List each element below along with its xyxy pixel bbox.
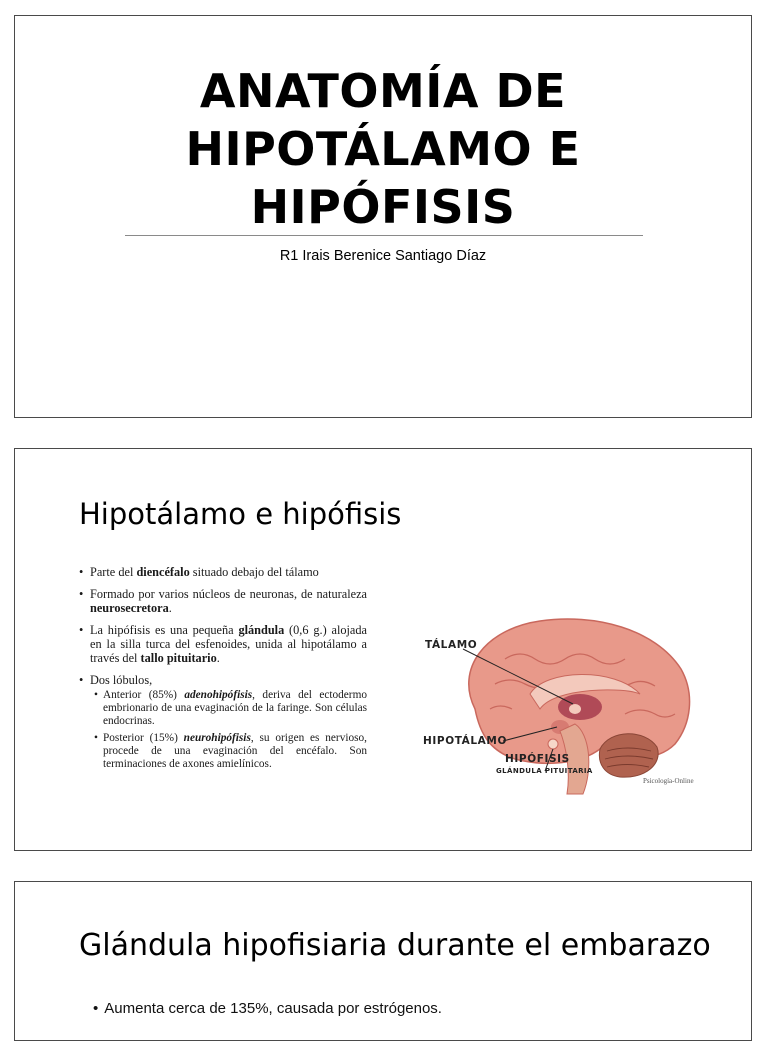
content-slide-embarazo <box>14 881 752 1041</box>
author-name: R1 Irais Berenice Santiago Díaz <box>279 248 487 264</box>
label-talamo: TÁLAMO <box>425 639 478 651</box>
bullet-item: • La hipófisis es una pequeña glándula (0,6 g.) alojada en la silla turca del esfenoides, unida al hipotálamo a través del tallo pituitario. <box>79 623 367 665</box>
label-hipotalamo: HIPOTÁLAMO <box>423 735 507 747</box>
title-line-2: HIPOTÁLAMO E <box>185 122 581 176</box>
label-hipofisis: HIPÓFISIS <box>505 753 570 765</box>
content-slide-hipotalamo <box>14 448 752 851</box>
bullet-item: • Dos lóbulos, <box>79 673 367 687</box>
bullet-item: • Parte del diencéfalo situado debajo del tálamo <box>79 565 367 579</box>
bullet-item: • Aumenta cerca de 135%, causada por estrógenos. <box>93 1000 442 1017</box>
image-credit: Psicología-Online <box>643 777 694 785</box>
slide-heading: Hipotálamo e hipófisis <box>79 497 402 531</box>
cerebellum-shape <box>599 734 658 777</box>
title-line-1: ANATOMÍA DE <box>199 64 567 118</box>
label-glandula-pituitaria: GLÁNDULA PITUITARIA <box>496 767 593 775</box>
slide-heading: Glándula hipofisiaria durante el embarazo <box>79 928 711 963</box>
bullet-list <box>79 565 367 775</box>
brain-illustration <box>395 599 695 799</box>
sub-bullet-item: • Posterior (15%) neurohipófisis, su origen es nervioso, procede de una evaginación del encéfalo. Son terminaciones de axones amielínicos. <box>103 732 367 771</box>
slide-title <box>15 62 751 236</box>
pituitary-shape <box>548 739 558 749</box>
sub-bullet-item: • Anterior (85%) adenohipófisis, deriva del ectodermo embrionario de una evaginación de la faringe. Son células endocrinas. <box>103 689 367 728</box>
title-line-3: HIPÓFISIS <box>250 180 516 234</box>
bullet-item: • Formado por varios núcleos de neuronas, de naturaleza neurosecretora. <box>79 587 367 615</box>
title-divider <box>125 235 643 236</box>
title-slide <box>14 15 752 418</box>
